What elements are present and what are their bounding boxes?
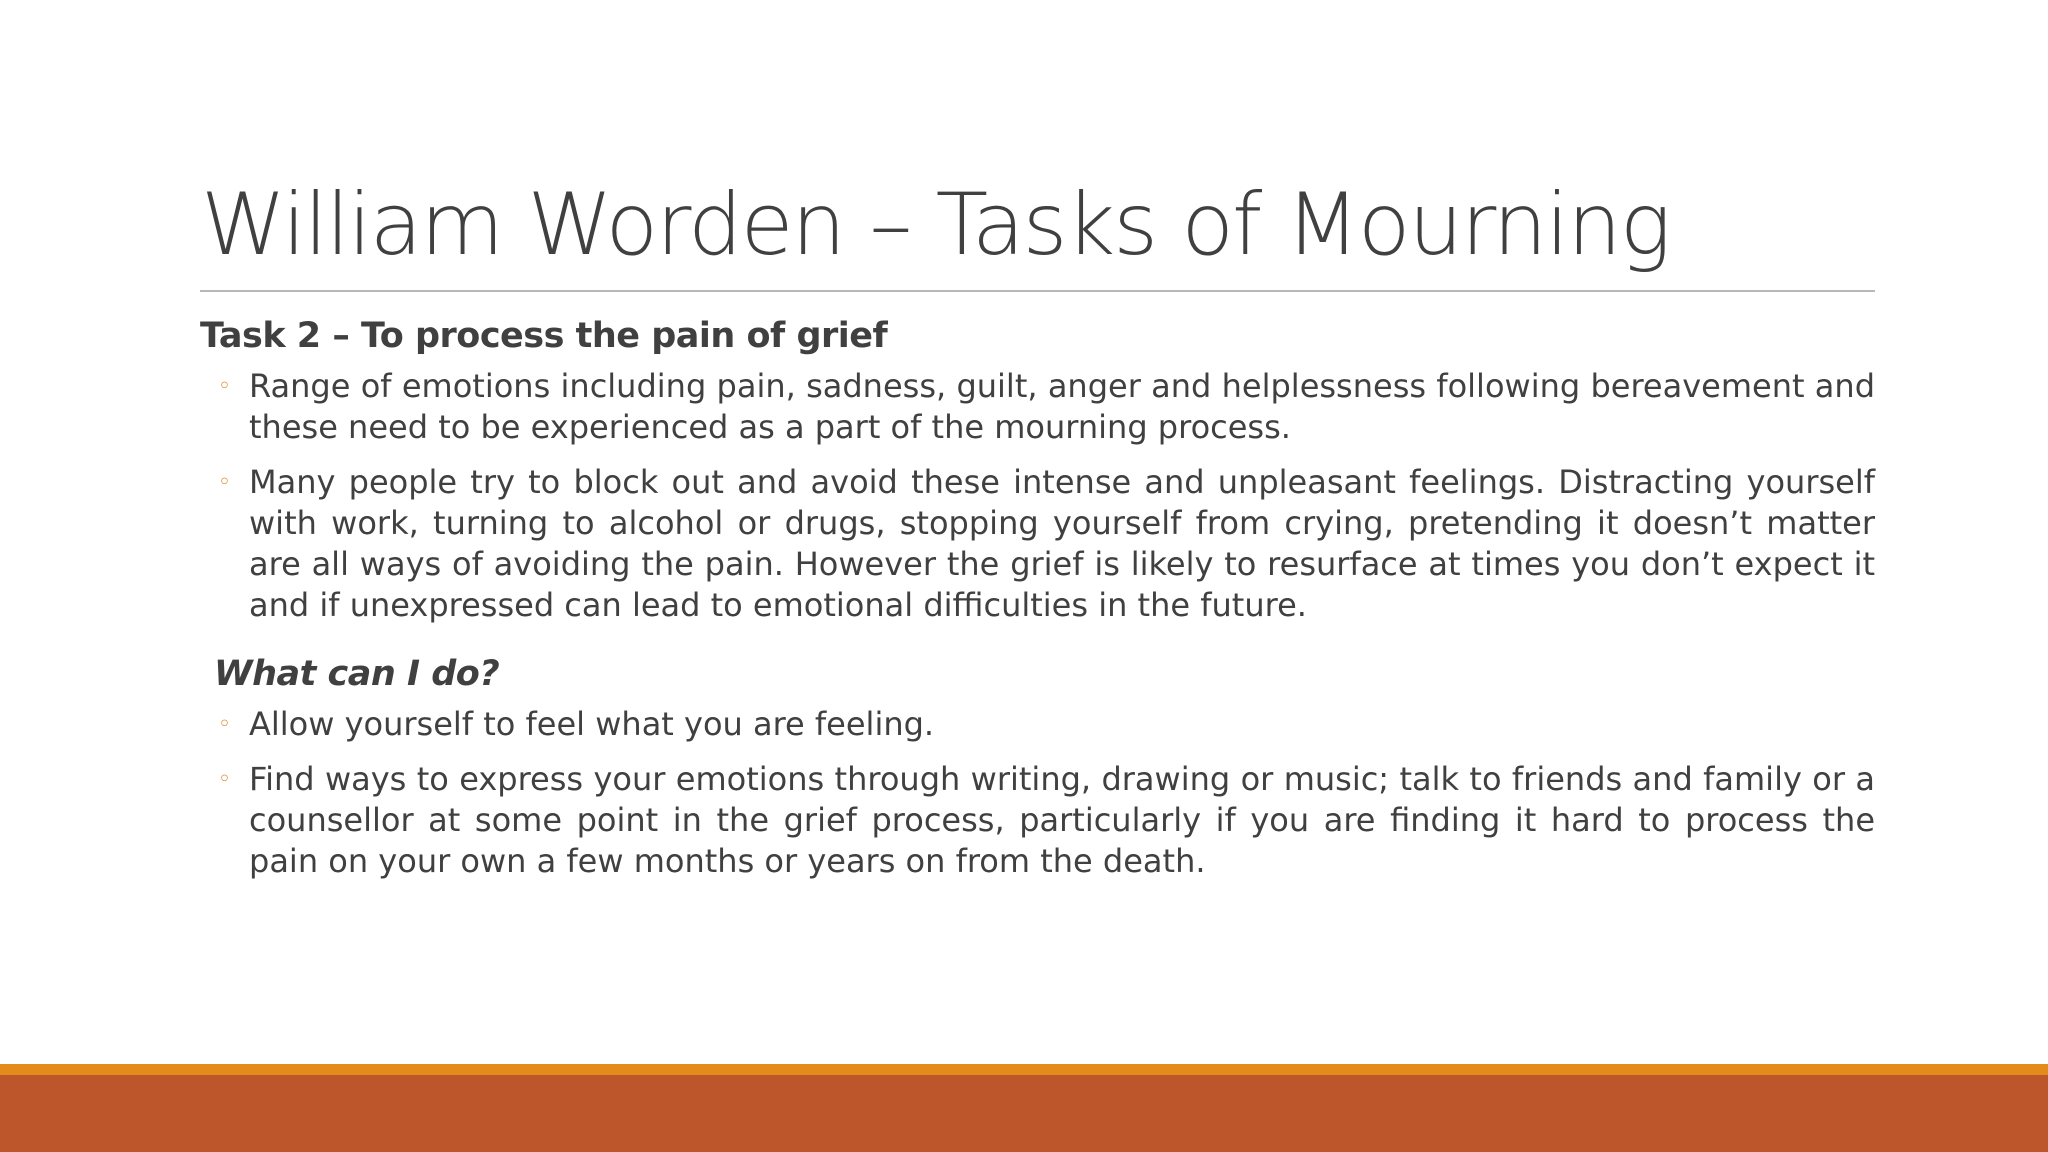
task-2-bullet-list [200, 366, 1875, 626]
bullet-text: Many people try to block out and avoid these intense and unpleasant feelings. Distracting yourself with work, turning to alcohol or drugs, stopping yourself from crying, pretending it doesn’t matter are all ways of avoiding the pain. However the grief is likely to resurface at times you don’t expect it and if unexpressed can lead to emotional difficulties in the future. [249, 463, 1875, 624]
bullet-text: Allow yourself to feel what you are feeling. [249, 705, 935, 743]
what-can-i-do-bullet-list [200, 704, 1875, 882]
bullet-circle-icon: ◦ [218, 712, 231, 737]
footer-accent-stripe [0, 1064, 2048, 1075]
slide-title: William Worden – Tasks of Mourning [201, 175, 1670, 275]
section-heading-what-can-i-do: What can I do? [214, 654, 500, 694]
list-item [200, 366, 1875, 448]
bullet-circle-icon: ◦ [218, 374, 231, 399]
section-heading-task-2: Task 2 – To process the pain of grief [200, 316, 888, 356]
list-item [200, 759, 1875, 882]
bullet-text: Find ways to express your emotions through writing, drawing or music; talk to friends and family or a counsellor at some point in the grief process, particularly if you are finding it hard to process the pain on your own a few months or years on from the death. [249, 760, 1875, 880]
bullet-circle-icon: ◦ [218, 767, 231, 792]
bullet-circle-icon: ◦ [218, 470, 231, 495]
bullet-text: Range of emotions including pain, sadness, guilt, anger and helplessness following bereavement and these need to be experienced as a part of the mourning process. [249, 367, 1875, 446]
list-item [200, 462, 1875, 626]
slide-body [200, 312, 1875, 896]
title-divider [200, 290, 1875, 292]
list-item [200, 704, 1875, 745]
footer-band [0, 1075, 2048, 1152]
